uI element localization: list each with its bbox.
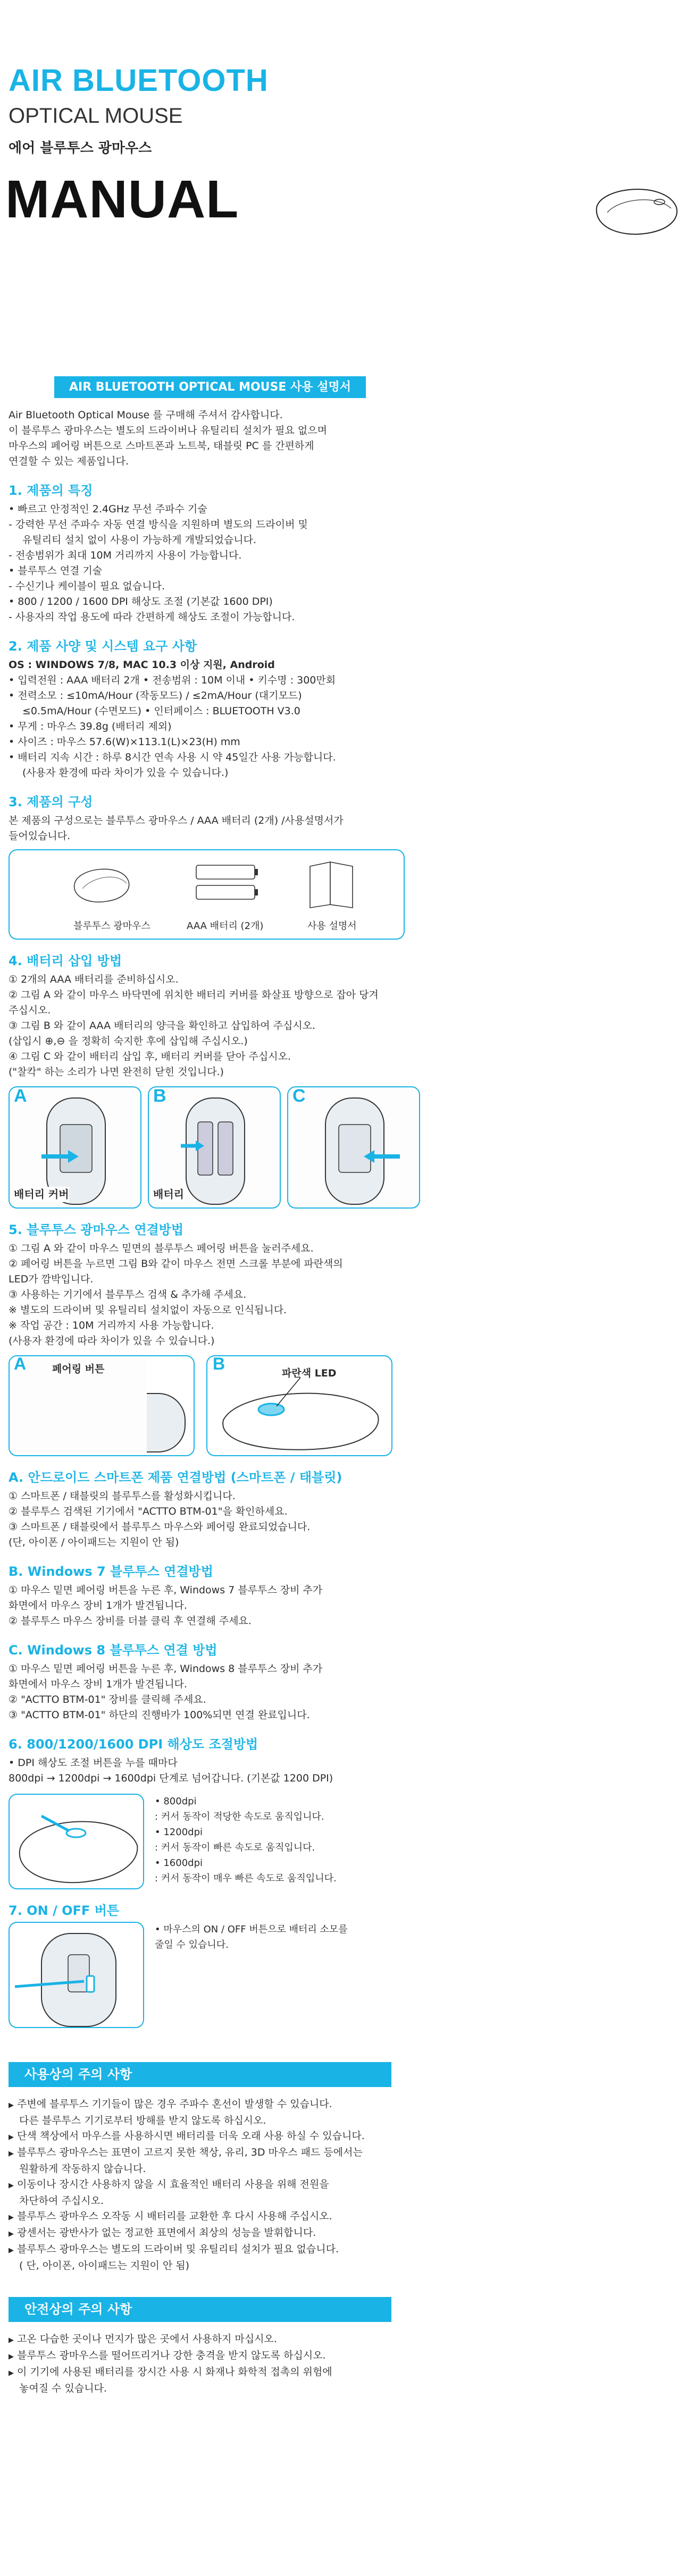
caution-item: ▶ 블루투스 광마우스 오작동 시 배터리를 교환한 후 다시 사용해 주십시오. [9, 2209, 673, 2225]
caution-item: ▶ 블루투스 광마우스는 별도의 드라이버 및 유틸리티 설치가 필요 없습니다. [9, 2242, 673, 2258]
battery-step: (삽입시 ⊕,⊖ 을 정확히 숙지한 후에 삽입해 주십시오.) [9, 1035, 248, 1047]
manual-content [9, 376, 673, 2396]
pairing-step: ③ 사용하는 기기에서 블루투스 검색 & 추가해 주세요. [9, 1289, 247, 1300]
section-3-body [9, 813, 673, 844]
dpi-line: 800dpi → 1200dpi → 1600dpi 단계로 넘어갑니다. (기본값 1200 DPI) [9, 1772, 333, 1784]
title-line-2: OPTICAL MOUSE [9, 104, 183, 128]
dpi-line: • DPI 해상도 조절 버튼을 누를 때마다 [9, 1757, 178, 1769]
dpi-level: • 1600dpi [155, 1857, 203, 1869]
feature-line: - 사용자의 작업 용도에 따라 간편하게 해상도 조절이 가능합니다. [9, 611, 295, 623]
dpi-level: • 800dpi [155, 1796, 197, 1807]
intro-line: 연결할 수 있는 제품입니다. [9, 455, 129, 467]
caution-item: 다른 블루투스 기기로부터 방해를 받지 않도록 하십시오. [19, 2115, 266, 2126]
caution-item: ▶ 단색 책상에서 마우스를 사용하시면 배터리를 더욱 오래 사용 하실 수 있습니다. [9, 2129, 673, 2145]
power-switch-icon [10, 1923, 145, 2029]
intro-line: Air Bluetooth Optical Mouse 를 구매해 주셔서 감사합니다. [9, 409, 283, 421]
win7-step: ② 블루투스 마우스 장비를 더블 클릭 후 연결해 주세요. [9, 1615, 252, 1627]
caution-item: ▶ 이동이나 장시간 사용하지 않을 시 효율적인 배터리 사용을 위해 전원을 [9, 2177, 673, 2193]
caution-banner: 사용상의 주의 사항 [9, 2062, 391, 2087]
package-contents-box [9, 849, 405, 940]
feature-line: • 800 / 1200 / 1600 DPI 해상도 조절 (기본값 1600 DPI) [9, 596, 273, 607]
onoff-line: • 마우스의 ON / OFF 버튼으로 배터리 소모를 [155, 1924, 348, 1935]
win7-step: ① 마우스 밑면 페어링 버튼을 누른 후, Windows 7 블루투스 장비 추가 [9, 1584, 323, 1596]
figure-letter-b: B [213, 1355, 225, 1373]
battery-step: ("찰칵" 하는 소리가 나면 완전히 닫힌 것입니다.) [9, 1066, 224, 1078]
figure-a-caption: 배터리 커버 [14, 1187, 69, 1202]
manual-title: MANUAL [5, 170, 239, 229]
onoff-figure [9, 1922, 144, 2028]
section-6-heading: 6. 800/1200/1600 DPI 해상도 조절방법 [9, 1737, 258, 1752]
spec-line: ≤0.5mA/Hour (수면모드) • 인터페이스 : BLUETOOTH V3.0 [22, 705, 300, 717]
spec-line: • 무게 : 마우스 39.8g (배터리 제외) [9, 721, 172, 732]
section-win8-body [9, 1661, 673, 1723]
safety-item: ▶ 블루투스 광마우스를 떨어뜨리거나 강한 충격을 받지 않도록 하십시오. [9, 2348, 673, 2364]
safety-item: 놓여질 수 있습니다. [19, 2383, 107, 2394]
dpi-level: : 커서 동작이 빠른 속도로 움직입니다. [155, 1842, 315, 1853]
section-3-heading: 3. 제품의 구성 [9, 795, 93, 809]
mouse-icon [69, 858, 133, 906]
section-win7-body [9, 1583, 673, 1629]
caution-item: ▶ 광센서는 광반사가 없는 정교한 표면에서 최상의 성능을 발휘합니다. [9, 2225, 673, 2242]
dpi-level: • 1200dpi [155, 1827, 203, 1838]
android-step: ③ 스마트폰 / 태블릿에서 블루투스 마우스와 페어링 완료되었습니다. [9, 1521, 311, 1533]
win8-step: 화면에서 마우스 장비 1개가 발견됩니다. [9, 1678, 187, 1690]
section-win8-heading: C. Windows 8 블루투스 연결 방법 [9, 1643, 217, 1658]
feature-line: • 블루투스 연결 기술 [9, 565, 103, 577]
spec-line: (사용자 환경에 따라 차이가 있을 수 있습니다.) [22, 767, 229, 779]
section-5-body [9, 1241, 673, 1349]
feature-line: • 빠르고 안정적인 2.4GHz 무선 주파수 기술 [9, 503, 207, 515]
pairing-step: ① 그림 A 와 같이 마우스 밑면의 블루투스 페어링 버튼을 눌러주세요. [9, 1243, 314, 1254]
win8-step: ① 마우스 밑면 페어링 버튼을 누른 후, Windows 8 블루투스 장비 추가 [9, 1663, 323, 1675]
win8-step: ② "ACTTO BTM-01" 장비를 클릭해 주세요. [9, 1694, 206, 1705]
spec-line: • 배터리 지속 시간 : 하루 8시간 연속 사용 시 약 45일간 사용 가능합니다. [9, 751, 336, 763]
section-win7-heading: B. Windows 7 블루투스 연결방법 [9, 1564, 213, 1579]
pairing-step: ※ 별도의 드라이버 및 유틸리티 설치없이 자동으로 인식됩니다. [9, 1304, 287, 1316]
dpi-figure [9, 1794, 144, 1889]
battery-step: 주십시오. [9, 1004, 51, 1016]
section-6-body [9, 1755, 673, 1786]
item-mouse-label: 블루투스 광마우스 [73, 920, 150, 932]
intro-line: 이 블루투스 광마우스는 별도의 드라이버나 유틸리티 설치가 필요 없으며 [9, 425, 327, 436]
section-2-body [9, 657, 673, 781]
hero [0, 0, 686, 255]
figure-blue-led [206, 1355, 392, 1456]
pairing-step: LED가 깜박입니다. [9, 1273, 94, 1285]
title-korean: 에어 블루투스 광마우스 [9, 140, 152, 156]
title-line-1: AIR BLUETOOTH [9, 63, 269, 98]
feature-line: - 전송범위가 최대 10M 거리까지 사용이 가능합니다. [9, 550, 242, 561]
section-android-heading: A. 안드로이드 스마트폰 제품 연결방법 (스마트폰 / 태블릿) [9, 1470, 342, 1485]
caution-item: 원활하게 작동하지 않습니다. [19, 2163, 146, 2175]
caution-item: ( 단, 아이폰, 아이패드는 지원이 안 됨) [19, 2260, 190, 2271]
battery-step: ① 2개의 AAA 배터리를 준비하십시오. [9, 974, 179, 985]
item-battery-label: AAA 배터리 (2개) [187, 920, 264, 932]
intro-line: 마우스의 페어링 버튼으로 스마트폰과 노트북, 태블릿 PC 를 간편하게 [9, 440, 314, 452]
dpi-button-icon [10, 1795, 145, 1890]
caution-item: 차단하여 주십시오. [19, 2195, 104, 2207]
figure-pairing-button [9, 1355, 195, 1456]
safety-banner: 안전상의 주의 사항 [9, 2297, 391, 2322]
pairing-step: ② 페어링 버튼을 누르면 그림 B와 같이 마우스 전면 스크롤 부분에 파란색의 [9, 1258, 343, 1270]
section-4-body [9, 972, 673, 1080]
intro-banner: AIR BLUETOOTH OPTICAL MOUSE 사용 설명서 [54, 376, 366, 398]
feature-line: - 강력한 무선 주파수 자동 연결 방식을 지원하며 별도의 드라이버 및 [9, 519, 308, 530]
contents-line: 본 제품의 구성으로는 블루투스 광마우스 / AAA 배터리 (2개) /사용설명서가 [9, 815, 344, 826]
figure-b-caption: 배터리 [153, 1187, 184, 1202]
win7-step: 화면에서 마우스 장비 1개가 발견됩니다. [9, 1600, 187, 1611]
figure-letter-c: C [292, 1086, 306, 1106]
safety-list [9, 2332, 673, 2396]
figure-letter-b: B [153, 1086, 166, 1106]
item-manual-label: 사용 설명서 [307, 920, 357, 932]
caution-item: ▶ 블루투스 광마우스는 표면이 고르지 못한 책상, 유리, 3D 마우스 패드 등에서는 [9, 2145, 673, 2161]
dpi-level: : 커서 동작이 매우 빠른 속도로 움직입니다. [155, 1873, 337, 1884]
onoff-line: 줄일 수 있습니다. [155, 1939, 229, 1950]
safety-item: ▶ 고온 다습한 곳이나 먼지가 많은 곳에서 사용하지 마십시오. [9, 2332, 673, 2348]
manual-book-icon [305, 857, 358, 910]
pairing-figures [9, 1355, 673, 1456]
section-2-heading: 2. 제품 사양 및 시스템 요구 사항 [9, 639, 197, 654]
dpi-row [9, 1794, 673, 1889]
contents-line: 들어있습니다. [9, 830, 71, 842]
spec-line: • 사이즈 : 마우스 57.6(W)×113.1(L)×23(H) mm [9, 736, 240, 748]
onoff-row [9, 1922, 673, 2028]
figure-c [287, 1086, 420, 1209]
blue-led-label: 파란색 LED [282, 1367, 337, 1379]
pairing-button-label: 페어링 버튼 [52, 1363, 105, 1375]
battery-step: ④ 그림 C 와 같이 배터리 삽입 후, 배터리 커버를 닫아 주십시오. [9, 1051, 291, 1062]
mouse-illustration [586, 175, 682, 239]
pairing-step: (사용자 환경에 따라 차이가 있을 수 있습니다.) [9, 1335, 215, 1347]
caution-item: ▶ 주변에 블루투스 기기들이 많은 경우 주파수 혼선이 발생할 수 있습니다. [9, 2097, 673, 2113]
spec-line: • 전력소모 : ≤10mA/Hour (작동모드) / ≤2mA/Hour (대기모드) [9, 690, 302, 702]
battery-step: ② 그림 A 와 같이 마우스 바닥면에 위치한 배터리 커버를 화살표 방향으로 잡아 당겨 [9, 989, 379, 1001]
section-android-body [9, 1489, 673, 1550]
figure-letter-a: A [14, 1086, 27, 1106]
intro-text [9, 408, 673, 469]
pairing-step: ※ 작업 공간 : 10M 거리까지 사용 가능합니다. [9, 1320, 214, 1331]
battery-icon [193, 862, 262, 905]
dpi-level: : 커서 동작이 적당한 속도로 움직입니다. [155, 1811, 324, 1822]
battery-figures [9, 1086, 673, 1209]
android-step: (단, 아이폰 / 아이패드는 지원이 안 됨) [9, 1536, 179, 1548]
section-7-heading: 7. ON / OFF 버튼 [9, 1903, 120, 1918]
section-4-heading: 4. 배터리 삽입 방법 [9, 953, 122, 968]
section-5-heading: 5. 블루투스 광마우스 연결방법 [9, 1222, 184, 1237]
caution-list [9, 2097, 673, 2274]
cover-close-icon [288, 1087, 420, 1209]
feature-line: 유틸리티 설치 없이 사용이 가능하게 개발되었습니다. [22, 534, 257, 546]
section-1-heading: 1. 제품의 특징 [9, 483, 93, 498]
safety-item: ▶ 이 기기에 사용된 배터리를 장시간 사용 시 화재나 화학적 접촉의 위험에 [9, 2364, 673, 2381]
figure-b [148, 1086, 281, 1209]
section-1-body [9, 502, 673, 625]
onoff-text [155, 1922, 348, 2028]
figure-a [9, 1086, 141, 1209]
dpi-levels [155, 1794, 337, 1889]
feature-line: - 수신기나 케이블이 필요 없습니다. [9, 580, 165, 592]
spec-line: • 입력전원 : AAA 배터리 2개 • 전송범위 : 10M 이내 • 키수명 : 300만회 [9, 674, 336, 686]
figure-letter-a: A [14, 1356, 147, 1456]
battery-step: ③ 그림 B 와 같이 AAA 배터리의 양극을 확인하고 삽입하여 주십시오. [9, 1020, 316, 1032]
android-step: ② 블루투스 검색된 기기에서 "ACTTO BTM-01"을 확인하세요. [9, 1506, 288, 1517]
win8-step: ③ "ACTTO BTM-01" 하단의 진행바가 100%되면 연결 완료입니다. [9, 1709, 310, 1721]
android-step: ① 스마트폰 / 태블릿의 블루투스를 활성화시킵니다. [9, 1490, 236, 1502]
os-support: OS : WINDOWS 7/8, MAC 10.3 이상 지원, Android [9, 659, 275, 671]
